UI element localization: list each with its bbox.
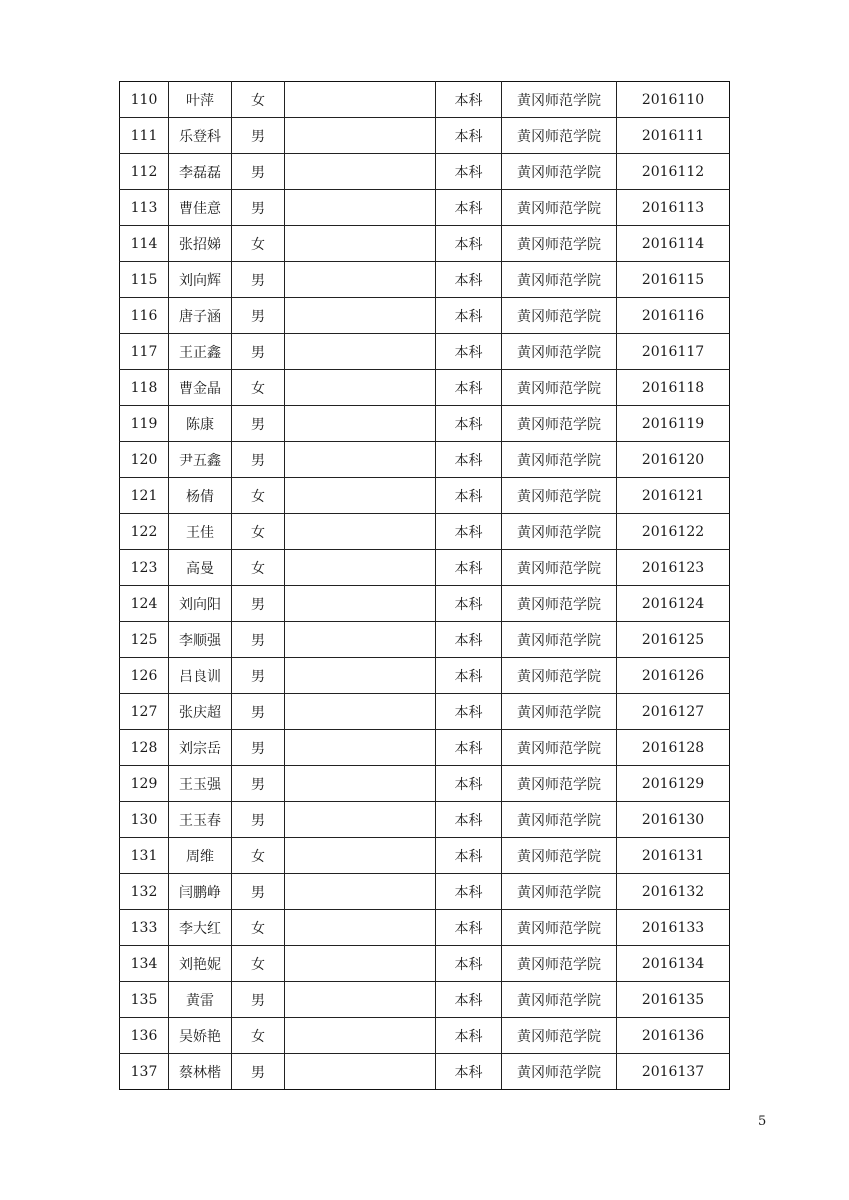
table-row bbox=[120, 154, 730, 190]
blank-cell bbox=[285, 910, 436, 946]
blank-cell bbox=[285, 298, 436, 334]
school-cell: 黄冈师范学院 bbox=[502, 82, 617, 118]
gender-cell: 女 bbox=[232, 478, 285, 514]
degree-cell: 本科 bbox=[436, 298, 502, 334]
name-cell: 张庆超 bbox=[169, 694, 232, 730]
school-cell: 黄冈师范学院 bbox=[502, 658, 617, 694]
name-cell: 张招娣 bbox=[169, 226, 232, 262]
school-cell: 黄冈师范学院 bbox=[502, 118, 617, 154]
name-cell: 王玉春 bbox=[169, 802, 232, 838]
code-cell: 2016131 bbox=[617, 838, 730, 874]
table-row bbox=[120, 514, 730, 550]
name-cell: 曹佳意 bbox=[169, 190, 232, 226]
school-cell: 黄冈师范学院 bbox=[502, 478, 617, 514]
row-number-cell: 114 bbox=[120, 226, 169, 262]
school-cell: 黄冈师范学院 bbox=[502, 802, 617, 838]
row-number-cell: 122 bbox=[120, 514, 169, 550]
school-cell: 黄冈师范学院 bbox=[502, 874, 617, 910]
blank-cell bbox=[285, 118, 436, 154]
blank-cell bbox=[285, 730, 436, 766]
name-cell: 杨倩 bbox=[169, 478, 232, 514]
table-row bbox=[120, 838, 730, 874]
row-number-cell: 118 bbox=[120, 370, 169, 406]
name-cell: 尹五鑫 bbox=[169, 442, 232, 478]
blank-cell bbox=[285, 658, 436, 694]
table-row bbox=[120, 910, 730, 946]
blank-cell bbox=[285, 226, 436, 262]
name-cell: 曹金晶 bbox=[169, 370, 232, 406]
degree-cell: 本科 bbox=[436, 1054, 502, 1090]
school-cell: 黄冈师范学院 bbox=[502, 622, 617, 658]
row-number-cell: 127 bbox=[120, 694, 169, 730]
code-cell: 2016117 bbox=[617, 334, 730, 370]
school-cell: 黄冈师范学院 bbox=[502, 442, 617, 478]
code-cell: 2016125 bbox=[617, 622, 730, 658]
name-cell: 刘宗岳 bbox=[169, 730, 232, 766]
degree-cell: 本科 bbox=[436, 910, 502, 946]
degree-cell: 本科 bbox=[436, 82, 502, 118]
school-cell: 黄冈师范学院 bbox=[502, 190, 617, 226]
degree-cell: 本科 bbox=[436, 406, 502, 442]
degree-cell: 本科 bbox=[436, 550, 502, 586]
degree-cell: 本科 bbox=[436, 586, 502, 622]
code-cell: 2016113 bbox=[617, 190, 730, 226]
table-row bbox=[120, 730, 730, 766]
degree-cell: 本科 bbox=[436, 154, 502, 190]
row-number-cell: 113 bbox=[120, 190, 169, 226]
roster-body bbox=[120, 82, 730, 1090]
row-number-cell: 130 bbox=[120, 802, 169, 838]
row-number-cell: 124 bbox=[120, 586, 169, 622]
code-cell: 2016123 bbox=[617, 550, 730, 586]
table-row bbox=[120, 658, 730, 694]
name-cell: 高曼 bbox=[169, 550, 232, 586]
table-row bbox=[120, 262, 730, 298]
degree-cell: 本科 bbox=[436, 118, 502, 154]
row-number-cell: 125 bbox=[120, 622, 169, 658]
row-number-cell: 119 bbox=[120, 406, 169, 442]
school-cell: 黄冈师范学院 bbox=[502, 1054, 617, 1090]
degree-cell: 本科 bbox=[436, 334, 502, 370]
degree-cell: 本科 bbox=[436, 226, 502, 262]
code-cell: 2016133 bbox=[617, 910, 730, 946]
name-cell: 刘向辉 bbox=[169, 262, 232, 298]
code-cell: 2016124 bbox=[617, 586, 730, 622]
table-row bbox=[120, 370, 730, 406]
gender-cell: 女 bbox=[232, 514, 285, 550]
degree-cell: 本科 bbox=[436, 622, 502, 658]
gender-cell: 女 bbox=[232, 550, 285, 586]
code-cell: 2016116 bbox=[617, 298, 730, 334]
code-cell: 2016127 bbox=[617, 694, 730, 730]
gender-cell: 女 bbox=[232, 82, 285, 118]
gender-cell: 女 bbox=[232, 946, 285, 982]
code-cell: 2016122 bbox=[617, 514, 730, 550]
gender-cell: 男 bbox=[232, 694, 285, 730]
blank-cell bbox=[285, 1054, 436, 1090]
table-row bbox=[120, 190, 730, 226]
code-cell: 2016136 bbox=[617, 1018, 730, 1054]
row-number-cell: 132 bbox=[120, 874, 169, 910]
school-cell: 黄冈师范学院 bbox=[502, 514, 617, 550]
gender-cell: 男 bbox=[232, 874, 285, 910]
school-cell: 黄冈师范学院 bbox=[502, 586, 617, 622]
code-cell: 2016126 bbox=[617, 658, 730, 694]
code-cell: 2016121 bbox=[617, 478, 730, 514]
name-cell: 王佳 bbox=[169, 514, 232, 550]
table-row bbox=[120, 334, 730, 370]
row-number-cell: 116 bbox=[120, 298, 169, 334]
table-row bbox=[120, 82, 730, 118]
gender-cell: 女 bbox=[232, 370, 285, 406]
school-cell: 黄冈师范学院 bbox=[502, 298, 617, 334]
code-cell: 2016118 bbox=[617, 370, 730, 406]
gender-cell: 男 bbox=[232, 262, 285, 298]
blank-cell bbox=[285, 262, 436, 298]
row-number-cell: 135 bbox=[120, 982, 169, 1018]
name-cell: 吕良训 bbox=[169, 658, 232, 694]
code-cell: 2016111 bbox=[617, 118, 730, 154]
code-cell: 2016128 bbox=[617, 730, 730, 766]
gender-cell: 男 bbox=[232, 1054, 285, 1090]
code-cell: 2016119 bbox=[617, 406, 730, 442]
code-cell: 2016132 bbox=[617, 874, 730, 910]
row-number-cell: 126 bbox=[120, 658, 169, 694]
code-cell: 2016120 bbox=[617, 442, 730, 478]
blank-cell bbox=[285, 946, 436, 982]
gender-cell: 男 bbox=[232, 730, 285, 766]
row-number-cell: 131 bbox=[120, 838, 169, 874]
degree-cell: 本科 bbox=[436, 442, 502, 478]
table-row bbox=[120, 802, 730, 838]
table-row bbox=[120, 874, 730, 910]
row-number-cell: 110 bbox=[120, 82, 169, 118]
blank-cell bbox=[285, 874, 436, 910]
school-cell: 黄冈师范学院 bbox=[502, 334, 617, 370]
gender-cell: 女 bbox=[232, 838, 285, 874]
name-cell: 乐登科 bbox=[169, 118, 232, 154]
degree-cell: 本科 bbox=[436, 1018, 502, 1054]
code-cell: 2016130 bbox=[617, 802, 730, 838]
school-cell: 黄冈师范学院 bbox=[502, 730, 617, 766]
table-row bbox=[120, 946, 730, 982]
table-row bbox=[120, 1054, 730, 1090]
degree-cell: 本科 bbox=[436, 478, 502, 514]
gender-cell: 女 bbox=[232, 910, 285, 946]
degree-cell: 本科 bbox=[436, 658, 502, 694]
table-row bbox=[120, 694, 730, 730]
blank-cell bbox=[285, 82, 436, 118]
gender-cell: 男 bbox=[232, 982, 285, 1018]
school-cell: 黄冈师范学院 bbox=[502, 982, 617, 1018]
row-number-cell: 111 bbox=[120, 118, 169, 154]
row-number-cell: 120 bbox=[120, 442, 169, 478]
gender-cell: 男 bbox=[232, 298, 285, 334]
school-cell: 黄冈师范学院 bbox=[502, 910, 617, 946]
name-cell: 王玉强 bbox=[169, 766, 232, 802]
blank-cell bbox=[285, 550, 436, 586]
table-row bbox=[120, 478, 730, 514]
degree-cell: 本科 bbox=[436, 370, 502, 406]
code-cell: 2016134 bbox=[617, 946, 730, 982]
school-cell: 黄冈师范学院 bbox=[502, 370, 617, 406]
degree-cell: 本科 bbox=[436, 514, 502, 550]
row-number-cell: 136 bbox=[120, 1018, 169, 1054]
school-cell: 黄冈师范学院 bbox=[502, 838, 617, 874]
gender-cell: 男 bbox=[232, 118, 285, 154]
table-row bbox=[120, 406, 730, 442]
blank-cell bbox=[285, 514, 436, 550]
name-cell: 周维 bbox=[169, 838, 232, 874]
blank-cell bbox=[285, 1018, 436, 1054]
name-cell: 叶萍 bbox=[169, 82, 232, 118]
blank-cell bbox=[285, 766, 436, 802]
name-cell: 刘艳妮 bbox=[169, 946, 232, 982]
name-cell: 王正鑫 bbox=[169, 334, 232, 370]
page-number: 5 bbox=[758, 1114, 767, 1129]
row-number-cell: 128 bbox=[120, 730, 169, 766]
blank-cell bbox=[285, 622, 436, 658]
school-cell: 黄冈师范学院 bbox=[502, 694, 617, 730]
gender-cell: 男 bbox=[232, 442, 285, 478]
blank-cell bbox=[285, 442, 436, 478]
name-cell: 唐子涵 bbox=[169, 298, 232, 334]
blank-cell bbox=[285, 334, 436, 370]
school-cell: 黄冈师范学院 bbox=[502, 226, 617, 262]
row-number-cell: 129 bbox=[120, 766, 169, 802]
name-cell: 吴娇艳 bbox=[169, 1018, 232, 1054]
school-cell: 黄冈师范学院 bbox=[502, 946, 617, 982]
gender-cell: 男 bbox=[232, 190, 285, 226]
blank-cell bbox=[285, 478, 436, 514]
school-cell: 黄冈师范学院 bbox=[502, 1018, 617, 1054]
gender-cell: 女 bbox=[232, 1018, 285, 1054]
row-number-cell: 134 bbox=[120, 946, 169, 982]
gender-cell: 男 bbox=[232, 658, 285, 694]
school-cell: 黄冈师范学院 bbox=[502, 262, 617, 298]
gender-cell: 男 bbox=[232, 622, 285, 658]
name-cell: 李磊磊 bbox=[169, 154, 232, 190]
degree-cell: 本科 bbox=[436, 766, 502, 802]
blank-cell bbox=[285, 586, 436, 622]
degree-cell: 本科 bbox=[436, 730, 502, 766]
gender-cell: 男 bbox=[232, 802, 285, 838]
blank-cell bbox=[285, 190, 436, 226]
roster-table bbox=[119, 81, 730, 1090]
table-row bbox=[120, 982, 730, 1018]
row-number-cell: 137 bbox=[120, 1054, 169, 1090]
degree-cell: 本科 bbox=[436, 694, 502, 730]
code-cell: 2016129 bbox=[617, 766, 730, 802]
school-cell: 黄冈师范学院 bbox=[502, 766, 617, 802]
degree-cell: 本科 bbox=[436, 802, 502, 838]
degree-cell: 本科 bbox=[436, 838, 502, 874]
name-cell: 陈康 bbox=[169, 406, 232, 442]
degree-cell: 本科 bbox=[436, 874, 502, 910]
code-cell: 2016114 bbox=[617, 226, 730, 262]
table-row bbox=[120, 586, 730, 622]
name-cell: 李大红 bbox=[169, 910, 232, 946]
table-row bbox=[120, 766, 730, 802]
gender-cell: 男 bbox=[232, 766, 285, 802]
table-row bbox=[120, 622, 730, 658]
blank-cell bbox=[285, 370, 436, 406]
code-cell: 2016110 bbox=[617, 82, 730, 118]
name-cell: 刘向阳 bbox=[169, 586, 232, 622]
degree-cell: 本科 bbox=[436, 262, 502, 298]
gender-cell: 女 bbox=[232, 226, 285, 262]
name-cell: 黄雷 bbox=[169, 982, 232, 1018]
table-row bbox=[120, 226, 730, 262]
gender-cell: 男 bbox=[232, 334, 285, 370]
table-row bbox=[120, 118, 730, 154]
blank-cell bbox=[285, 406, 436, 442]
school-cell: 黄冈师范学院 bbox=[502, 406, 617, 442]
blank-cell bbox=[285, 154, 436, 190]
code-cell: 2016115 bbox=[617, 262, 730, 298]
name-cell: 闫鹏峥 bbox=[169, 874, 232, 910]
row-number-cell: 117 bbox=[120, 334, 169, 370]
table-row bbox=[120, 1018, 730, 1054]
degree-cell: 本科 bbox=[436, 190, 502, 226]
gender-cell: 男 bbox=[232, 586, 285, 622]
code-cell: 2016137 bbox=[617, 1054, 730, 1090]
gender-cell: 男 bbox=[232, 154, 285, 190]
row-number-cell: 112 bbox=[120, 154, 169, 190]
table-row bbox=[120, 550, 730, 586]
gender-cell: 男 bbox=[232, 406, 285, 442]
school-cell: 黄冈师范学院 bbox=[502, 550, 617, 586]
name-cell: 李顺强 bbox=[169, 622, 232, 658]
row-number-cell: 121 bbox=[120, 478, 169, 514]
degree-cell: 本科 bbox=[436, 946, 502, 982]
degree-cell: 本科 bbox=[436, 982, 502, 1018]
table-row bbox=[120, 298, 730, 334]
row-number-cell: 133 bbox=[120, 910, 169, 946]
blank-cell bbox=[285, 838, 436, 874]
school-cell: 黄冈师范学院 bbox=[502, 154, 617, 190]
blank-cell bbox=[285, 802, 436, 838]
blank-cell bbox=[285, 694, 436, 730]
name-cell: 蔡林楷 bbox=[169, 1054, 232, 1090]
row-number-cell: 123 bbox=[120, 550, 169, 586]
code-cell: 2016112 bbox=[617, 154, 730, 190]
blank-cell bbox=[285, 982, 436, 1018]
table-row bbox=[120, 442, 730, 478]
row-number-cell: 115 bbox=[120, 262, 169, 298]
code-cell: 2016135 bbox=[617, 982, 730, 1018]
